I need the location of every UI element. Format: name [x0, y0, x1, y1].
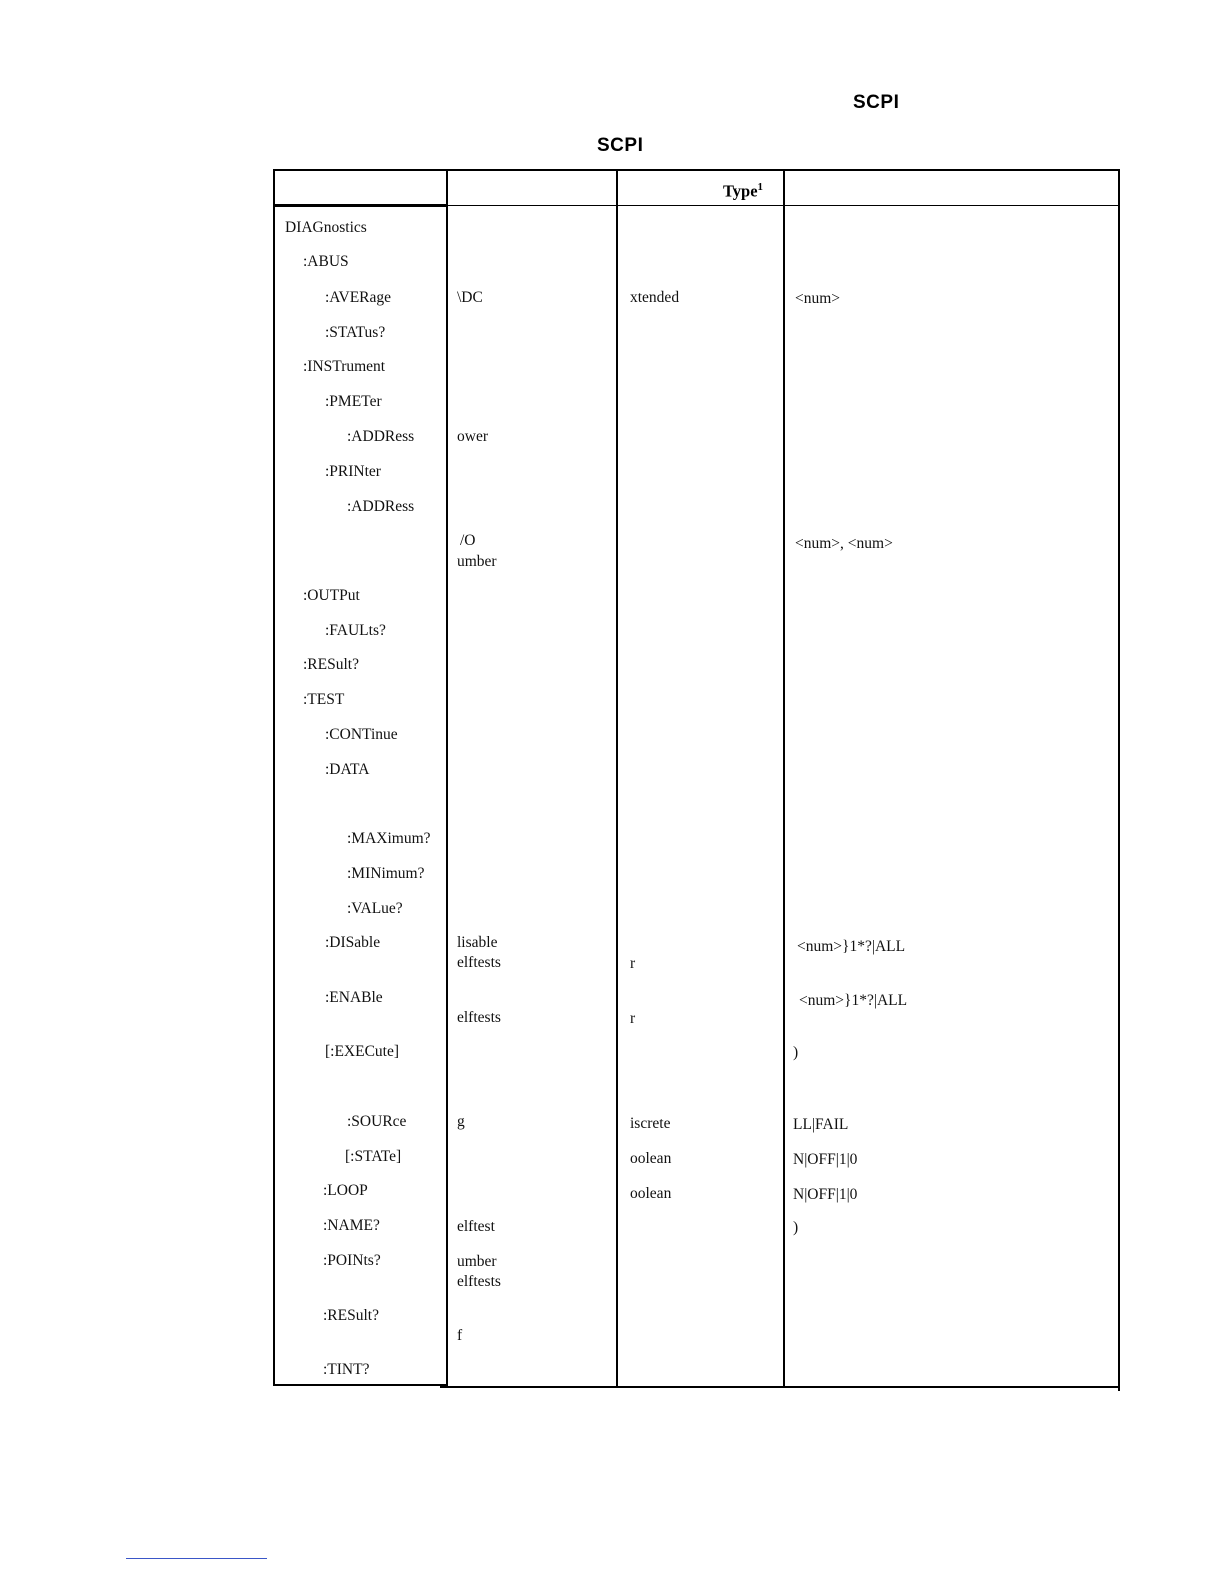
command-state: [:STATe]	[345, 1148, 402, 1165]
param-cell: N|OFF|1|0	[793, 1151, 858, 1168]
command-pmeter-address: :ADDRess	[347, 428, 415, 445]
command-maximum: :MAXimum?	[347, 830, 431, 847]
type-cell: oolean	[630, 1185, 672, 1202]
command-disable: :DISable	[325, 934, 381, 951]
type-cell: r	[630, 1010, 636, 1027]
description-cell: \DC	[457, 289, 483, 306]
type-cell: r	[630, 955, 636, 972]
description-cell: g	[457, 1113, 465, 1130]
command-minimum: :MINimum?	[347, 865, 425, 882]
command-test-result: :RESult?	[323, 1307, 379, 1324]
col-border-right	[1118, 169, 1120, 1391]
table-top-border	[273, 169, 1120, 171]
param-cell: )	[793, 1219, 799, 1236]
command-result: :RESult?	[303, 656, 359, 673]
command-status: :STATus?	[325, 324, 386, 341]
header-bottom-border-thick	[273, 204, 448, 207]
param-cell: <num>}1*?|ALL	[799, 992, 908, 1009]
command-points: :POINts?	[323, 1252, 381, 1269]
type-column-header	[723, 181, 763, 202]
footnote-rule	[126, 1558, 267, 1559]
command-faults: :FAULts?	[325, 622, 386, 639]
command-name: :NAME?	[323, 1217, 380, 1234]
command-continue: :CONTinue	[325, 726, 398, 743]
table-bottom-border-left	[273, 1384, 448, 1386]
col-border-1	[446, 169, 448, 1387]
command-pmeter: :PMETer	[325, 393, 382, 410]
command-instrument: :INSTrument	[303, 358, 386, 375]
description-cell: elftests	[457, 1009, 501, 1026]
description-cell: /O	[460, 532, 476, 549]
description-cell: f	[457, 1327, 463, 1344]
command-data: :DATA	[325, 761, 370, 778]
col-border-2	[616, 169, 618, 1388]
type-cell: iscrete	[630, 1115, 671, 1132]
command-test: :TEST	[303, 691, 345, 708]
type-header-label: Type	[723, 181, 758, 201]
type-cell: oolean	[630, 1150, 672, 1167]
param-cell: <num>}1*?|ALL	[797, 938, 906, 955]
description-cell: elftests	[457, 1273, 501, 1290]
command-value: :VALue?	[347, 900, 403, 917]
command-source: :SOURce	[347, 1113, 407, 1130]
description-cell: elftest	[457, 1218, 495, 1235]
param-cell: )	[793, 1044, 799, 1061]
param-cell: N|OFF|1|0	[793, 1186, 858, 1203]
param-cell: <num>, <num>	[795, 535, 893, 552]
command-loop: :LOOP	[323, 1182, 368, 1199]
col-border-3	[783, 169, 785, 1388]
description-cell: elftests	[457, 954, 501, 971]
description-cell: lisable	[457, 934, 498, 951]
command-root: DIAGnostics	[285, 219, 367, 236]
param-cell: <num>	[795, 290, 841, 307]
command-printer: :PRINter	[325, 463, 381, 480]
command-printer-address: :ADDRess	[347, 498, 415, 515]
command-average: :AVERage	[325, 289, 392, 306]
param-cell: LL|FAIL	[793, 1116, 849, 1133]
col-border-left	[273, 169, 275, 1386]
command-output: :OUTPut	[303, 587, 360, 604]
type-header-footnote: 1	[757, 181, 764, 193]
table-bottom-border	[440, 1386, 1120, 1388]
description-cell: umber	[457, 1253, 497, 1270]
command-enable: :ENABle	[325, 989, 383, 1006]
description-cell: umber	[457, 553, 497, 570]
description-cell: ower	[457, 428, 488, 445]
command-tint: :TINT?	[323, 1361, 370, 1378]
command-abus: :ABUS	[303, 253, 349, 270]
page-header-right: SCPI	[853, 92, 900, 113]
command-execute: [:EXECute]	[325, 1043, 400, 1060]
type-cell: xtended	[630, 289, 680, 306]
table-title: SCPI	[597, 135, 644, 156]
